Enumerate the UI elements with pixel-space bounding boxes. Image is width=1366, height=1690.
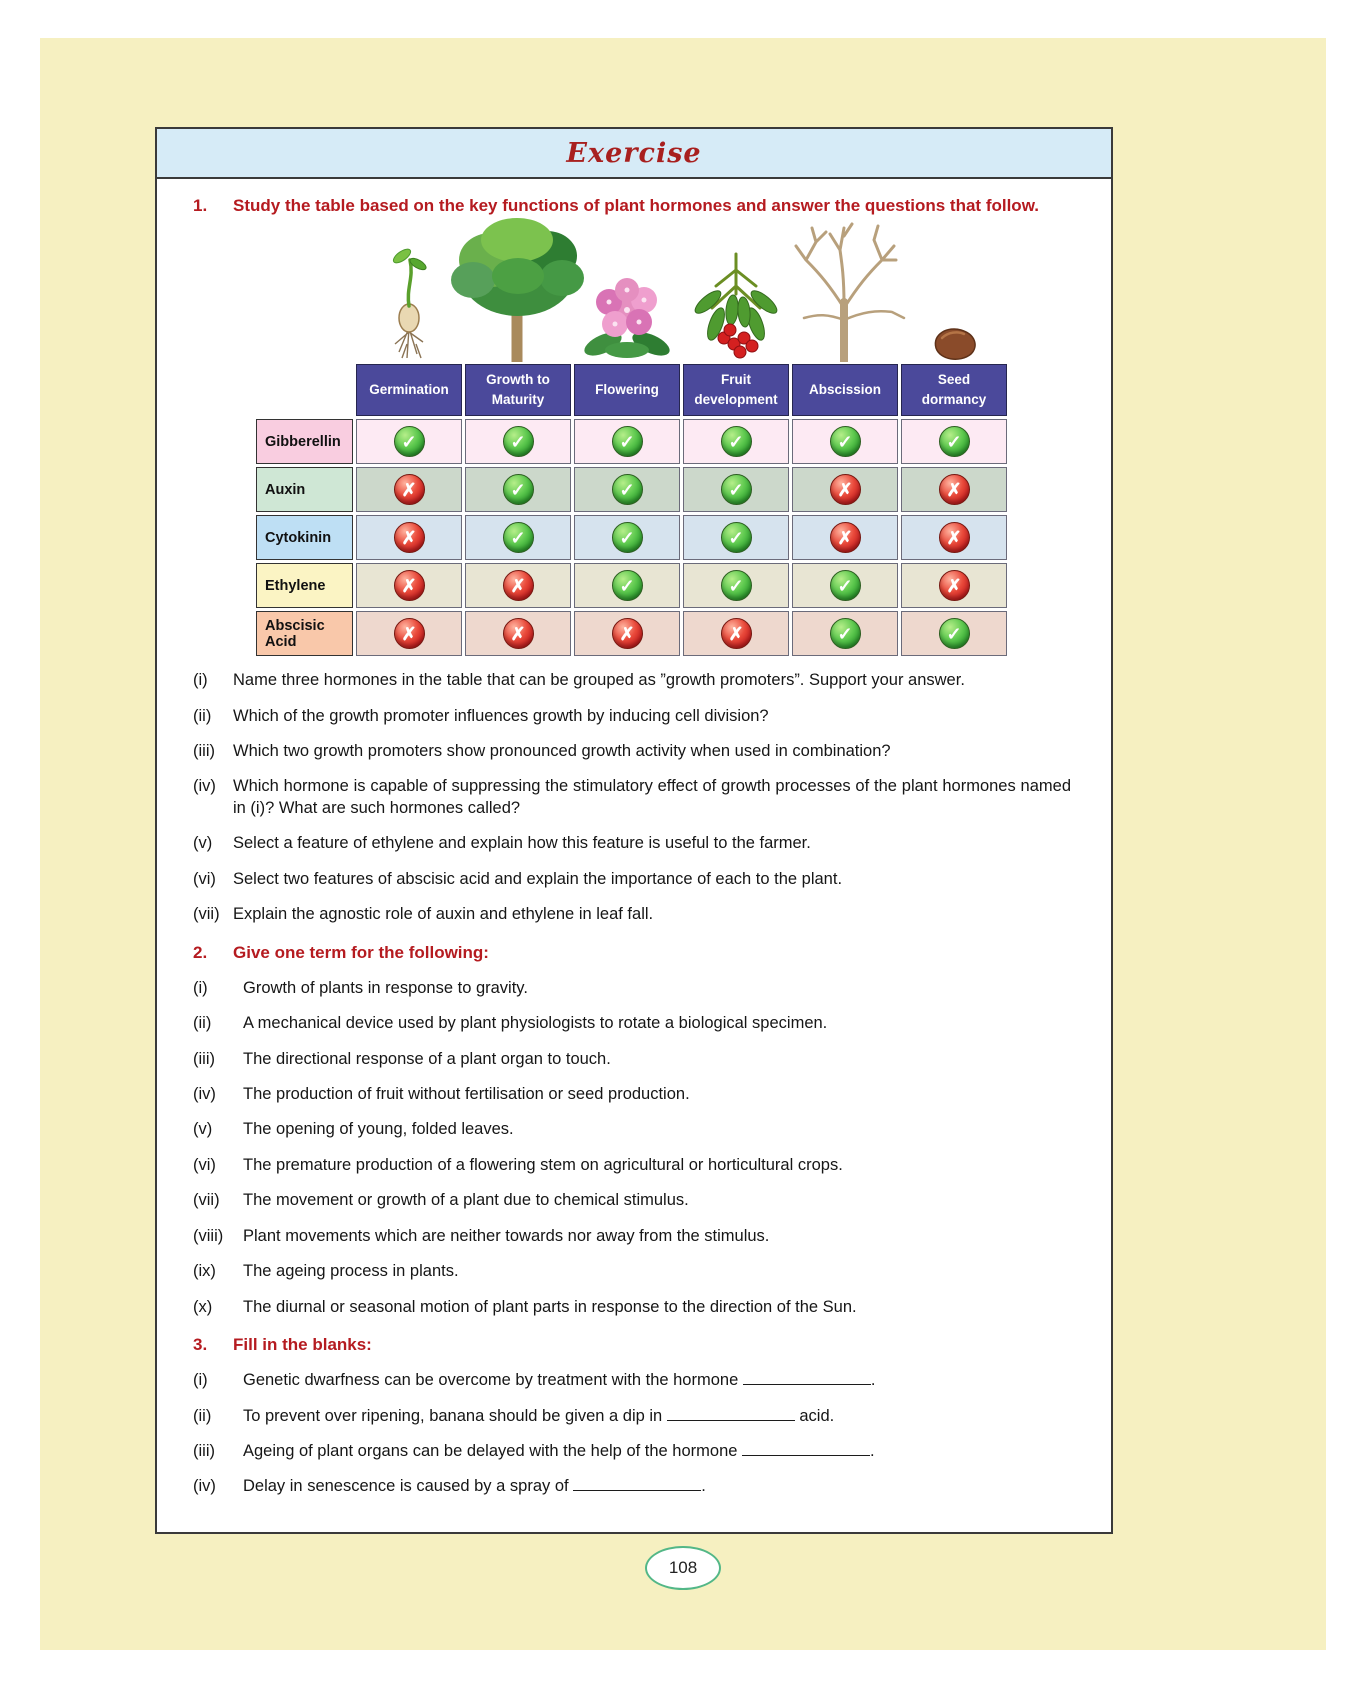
table-cell (574, 467, 680, 512)
cross-icon: ✗ (394, 474, 425, 505)
question-item-number: (iii) (193, 1442, 215, 1461)
question-item-text: A mechanical device used by plant physiologists to rotate a biological specimen. (243, 1014, 828, 1033)
fill-in-blank-line[interactable] (742, 1442, 870, 1456)
column-header: Growth to Maturity (465, 364, 571, 416)
seed-icon (928, 322, 980, 362)
column-header: Seed dormancy (901, 364, 1007, 416)
fill-blank-text-after: . (870, 1371, 876, 1390)
column-illustration (574, 221, 680, 361)
question-item-number: (iii) (193, 1049, 215, 1068)
check-icon: ✓ (830, 618, 861, 649)
check-icon: ✓ (721, 522, 752, 553)
table-cell (792, 611, 898, 656)
book-page-background (40, 38, 1326, 1650)
cross-icon: ✗ (721, 618, 752, 649)
column-illustration (901, 221, 1007, 361)
question-item (193, 833, 1075, 854)
question-item (193, 1155, 1075, 1176)
question-item-text (243, 1370, 1075, 1391)
fill-blank-text-before: Delay in senescence is caused by a spray of (243, 1477, 574, 1496)
question-item-number: (v) (193, 1120, 213, 1139)
table-cell (356, 515, 462, 560)
cross-icon: ✗ (394, 522, 425, 553)
question-item-number: (x) (193, 1297, 213, 1316)
check-icon: ✓ (612, 474, 643, 505)
question2-heading-text: Give one term for the following: (233, 942, 489, 962)
cross-icon: ✗ (939, 522, 970, 553)
question2-item-list (193, 978, 1075, 1318)
question-item-number: (iv) (193, 1085, 216, 1103)
question-item-text: Which two growth promoters show pronounced growth activity when used in combination? (233, 741, 891, 760)
check-icon: ✓ (612, 426, 643, 457)
fill-blank-text-after: acid. (794, 1406, 835, 1425)
table-cell (901, 419, 1007, 464)
table-cell (465, 563, 571, 608)
table-cell (792, 419, 898, 464)
column-illustration (356, 221, 462, 361)
check-icon: ✓ (830, 570, 861, 601)
hormone-function-table (256, 221, 1075, 656)
fill-blank-text-before: Genetic dwarfness can be overcome by treatment with the hormone (243, 1371, 743, 1390)
check-icon: ✓ (939, 618, 970, 649)
fill-in-blank-line[interactable] (573, 1477, 701, 1491)
check-icon: ✓ (503, 426, 534, 457)
table-cell (901, 467, 1007, 512)
table-cell (465, 515, 571, 560)
question-item-text (243, 1406, 1075, 1427)
question3-item-list (193, 1370, 1075, 1498)
question-item-number: (vii) (193, 905, 220, 924)
flower-icon (577, 270, 677, 362)
table-cell (574, 515, 680, 560)
question-item (193, 904, 1075, 925)
check-icon: ✓ (721, 426, 752, 457)
fill-blank-text-after: . (701, 1477, 706, 1496)
cross-icon: ✗ (503, 570, 534, 601)
question-item-number: (i) (193, 671, 208, 690)
table-cell (683, 515, 789, 560)
leafy-tree-icon (449, 214, 587, 362)
fruit-branch-icon (686, 250, 786, 362)
cross-icon: ✗ (394, 618, 425, 649)
question-item (193, 1049, 1075, 1070)
table-cell (356, 467, 462, 512)
check-icon: ✓ (612, 570, 643, 601)
question-item-text: Plant movements which are neither towards nor away from the stimulus. (243, 1226, 770, 1245)
bare-tree-icon (782, 216, 908, 362)
hormone-row-label: Gibberellin (256, 419, 353, 464)
check-icon: ✓ (721, 570, 752, 601)
question-item-text: Growth of plants in response to gravity. (243, 978, 528, 997)
question1-heading-text: Study the table based on the key functions of plant hormones and answer the questions that follow. (233, 196, 1040, 215)
fill-in-blank-line[interactable] (667, 1407, 795, 1421)
table-cell (792, 467, 898, 512)
cross-icon: ✗ (939, 570, 970, 601)
question-item (193, 1261, 1075, 1282)
question2-number: 2. (193, 942, 208, 962)
check-icon: ✓ (394, 426, 425, 457)
question-item-number: (iv) (193, 1477, 216, 1496)
exercise-title: Exercise (566, 137, 702, 169)
table-cell (574, 419, 680, 464)
hormone-row-label: Ethylene (256, 563, 353, 608)
question-item-text: Which of the growth promoter influences growth by inducing cell division? (233, 706, 769, 725)
table-cell (683, 611, 789, 656)
table-cell (901, 563, 1007, 608)
column-header: Flowering (574, 364, 680, 416)
question-item-text: The premature production of a flowering stem on agricultural or horticultural crops. (243, 1155, 843, 1174)
question-item-number: (i) (193, 978, 208, 997)
question-item-text: The opening of young, folded leaves. (243, 1120, 514, 1139)
question-item-number: (vi) (193, 1155, 216, 1174)
fill-in-blank-line[interactable] (743, 1371, 871, 1385)
question-item-text (243, 1476, 1075, 1497)
question-item (193, 1226, 1075, 1247)
column-header: Germination (356, 364, 462, 416)
cross-icon: ✗ (830, 474, 861, 505)
hormone-row-label: Abscisic Acid (256, 611, 353, 656)
check-icon: ✓ (830, 426, 861, 457)
question-item (193, 776, 1075, 819)
question-item (193, 869, 1075, 890)
column-illustration (792, 221, 898, 361)
exercise-banner (157, 129, 1111, 179)
check-icon: ✓ (939, 426, 970, 457)
table-cell (574, 611, 680, 656)
check-icon: ✓ (503, 474, 534, 505)
question-item (193, 741, 1075, 762)
cross-icon: ✗ (503, 618, 534, 649)
table-cell (356, 611, 462, 656)
question1-subquestion-list (193, 670, 1075, 926)
question-item-text: Select a feature of ethylene and explain how this feature is useful to the farmer. (233, 834, 811, 853)
column-illustration (683, 221, 789, 361)
question-item (193, 1119, 1075, 1140)
question3-heading (193, 1334, 1075, 1356)
page-number-badge (645, 1546, 721, 1590)
exercise-box (155, 127, 1113, 1534)
question-item-text: The diurnal or seasonal motion of plant parts in response to the direction of the Sun. (243, 1297, 857, 1316)
question-item-number: (ii) (193, 1014, 212, 1033)
table-cell (465, 467, 571, 512)
question-item-number: (viii) (193, 1226, 224, 1245)
table-cell (683, 467, 789, 512)
question-item (193, 1084, 1075, 1105)
question-item (193, 1370, 1075, 1391)
question-item (193, 1297, 1075, 1318)
seedling-icon (383, 232, 435, 362)
check-icon: ✓ (721, 474, 752, 505)
question-item-number: (vii) (193, 1191, 220, 1210)
question-item (193, 1013, 1075, 1034)
question-item (193, 670, 1075, 691)
table-cell (901, 611, 1007, 656)
fill-blank-text-before: Ageing of plant organs can be delayed with the help of the hormone (243, 1442, 743, 1461)
question3-number: 3. (193, 1335, 208, 1355)
question1-heading (193, 195, 1075, 217)
cross-icon: ✗ (394, 570, 425, 601)
fill-blank-text-before: To prevent over ripening, banana should be given a dip in (243, 1406, 667, 1425)
exercise-content (157, 195, 1111, 1498)
question-item-number: (ix) (193, 1262, 216, 1281)
question-item (193, 978, 1075, 999)
question-item (193, 1190, 1075, 1211)
page-number: 108 (668, 1558, 698, 1577)
hormone-row-label: Cytokinin (256, 515, 353, 560)
question-item-text (243, 1441, 1075, 1462)
question-item-number: (vi) (193, 869, 216, 888)
question-item-text: Which hormone is capable of suppressing the stimulatory effect of growth processes of the plant hormones named in (i)? What are such hormones called? (233, 777, 1071, 817)
question-item (193, 1476, 1075, 1497)
table-cell (792, 563, 898, 608)
table-cell (792, 515, 898, 560)
question-item-text: Name three hormones in the table that can be grouped as ”growth promoters”. Support your answer. (233, 671, 965, 690)
question1-number: 1. (193, 196, 208, 215)
check-icon: ✓ (612, 522, 643, 553)
column-illustration (465, 221, 571, 361)
question-item-number: (iv) (193, 777, 216, 796)
question-item-text: The movement or growth of a plant due to chemical stimulus. (243, 1191, 689, 1210)
question-item (193, 1441, 1075, 1462)
question-item (193, 1406, 1075, 1427)
column-header: Fruit development (683, 364, 789, 416)
question-item-number: (v) (193, 834, 213, 853)
question-item-text: The ageing process in plants. (243, 1262, 459, 1281)
question-item-text: The production of fruit without fertilisation or seed production. (243, 1085, 690, 1103)
table-cell (683, 563, 789, 608)
table-cell (574, 563, 680, 608)
table-cell (465, 419, 571, 464)
cross-icon: ✗ (939, 474, 970, 505)
table-cell (356, 563, 462, 608)
cross-icon: ✗ (830, 522, 861, 553)
table-cell (901, 515, 1007, 560)
check-icon: ✓ (503, 522, 534, 553)
question-item-number: (ii) (193, 706, 212, 725)
hormone-row-label: Auxin (256, 467, 353, 512)
question-item-number: (ii) (193, 1406, 212, 1425)
question-item (193, 706, 1075, 727)
table-cell (465, 611, 571, 656)
column-header: Abscission (792, 364, 898, 416)
question-item-number: (i) (193, 1371, 208, 1390)
question-item-text: Explain the agnostic role of auxin and ethylene in leaf fall. (233, 905, 654, 924)
table-header-spacer (256, 364, 353, 416)
question3-heading-text: Fill in the blanks: (233, 1335, 372, 1355)
question-item-text: The directional response of a plant organ to touch. (243, 1049, 611, 1068)
fill-blank-text-after: . (870, 1442, 875, 1461)
table-corner-spacer (256, 221, 353, 361)
table-cell (356, 419, 462, 464)
question-item-text: Select two features of abscisic acid and explain the importance of each to the plant. (233, 869, 843, 888)
question-item-number: (iii) (193, 741, 215, 760)
question2-heading (193, 942, 1075, 964)
cross-icon: ✗ (612, 618, 643, 649)
table-cell (683, 419, 789, 464)
